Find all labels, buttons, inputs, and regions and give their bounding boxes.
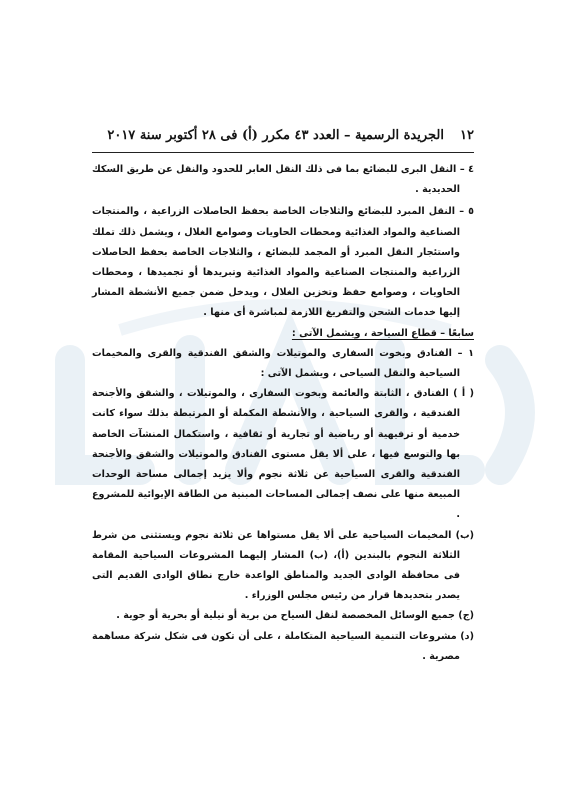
paragraph-sub-b: (ب) المخيمات السياحية على ألا يقل مستواها عن ثلاثة نجوم ويستثنى من شرط الثلاثة النجوم بالبندين (أ)، (ب) المشار إليهما المشروعات السياحية المقامة فى محافظة الوادى الجديد والمناطق الواعدة خارج نطاق الوادى القديم التى يصدر بتحديدها قرار من رئيس مجلس الوزراء . [92,529,474,602]
section-heading-seventh: سابعًا – قطاع السياحة ، ويشمل الآتى : [291,327,474,339]
paragraph-tourism-1: ١ – الفنادق وبخوت السفارى والموتيلات والشقق الفندقية والقرى والمخيمات السياحية والنقل السياحى ، ويشمل الآتى : [92,347,474,380]
paragraph-item-4: ٤ – النقل البرى للبضائع بما فى ذلك النقل العابر للحدود والنقل عن طريق السكك الحديدية . [92,164,474,196]
paragraph-sub-c: (ج) جميع الوسائل المخصصة لنقل السياح من برية أو نيلية أو بحرية أو جوية . [116,610,474,622]
header-title: الجريدة الرسمية – العدد ٤٣ مكرر (أ) فى ٢٨ أكتوبر سنة ٢٠١٧ [107,128,444,143]
paragraph-sub-d: (د) مشروعات التنمية السياحية المتكاملة ، على أن تكون فى شكل شركة مساهمة مصرية . [92,630,474,662]
page-number: ١٢ [460,128,474,143]
document-body [92,160,474,667]
paragraph-sub-a: ( أ ) الفنادق ، الثابتة والعائمة وبخوت السفارى ، والموتيلات ، والشقق والأجنحة الفندقية ، والقرى السياحية ، والأنشطة المكملة أو المرتبطة بذلك سواء كانت خدمية أو ترفيهية أو رياضية أو تجارية أو ثقافية ، واستكمال المنشآت الخاصة بها والتوسع فيها ، على ألا يقل مستوى الفنادق والموتيلات والشقق والأجنحة الفندقية والقرى السياحية عن ثلاثة نجوم وألا يزيد إجمالى مساحة الوحدات المبيعة منها على نصف إجمالى المساحات المبنية من الطاقة الإيوائية للمشروع . [92,388,474,521]
header-rule [92,152,474,153]
paragraph-item-5: ٥ – النقل المبرد للبضائع والثلاجات الخاصة بحفظ الحاصلات الزراعية ، والمنتجات الصناعية والمواد الغذائية ومحطات الحاويات وصوامع الغلال ، ويشمل ذلك تملك واستئجار النقل المبرد أو المجمد للبضائع ، والثلاجات الخاصة بحفظ الحاصلات الزراعية والمنتجات الصناعية والمواد الغذائية وتبريدها أو تجميدها ، ومحطات الحاويات ، وصوامع حفظ وتخزين الغلال ، ويدخل ضمن جميع الأنشطة المشار إليها خدمات الشحن والتفريغ اللازمة لمباشرة أى منها . [92,206,474,319]
